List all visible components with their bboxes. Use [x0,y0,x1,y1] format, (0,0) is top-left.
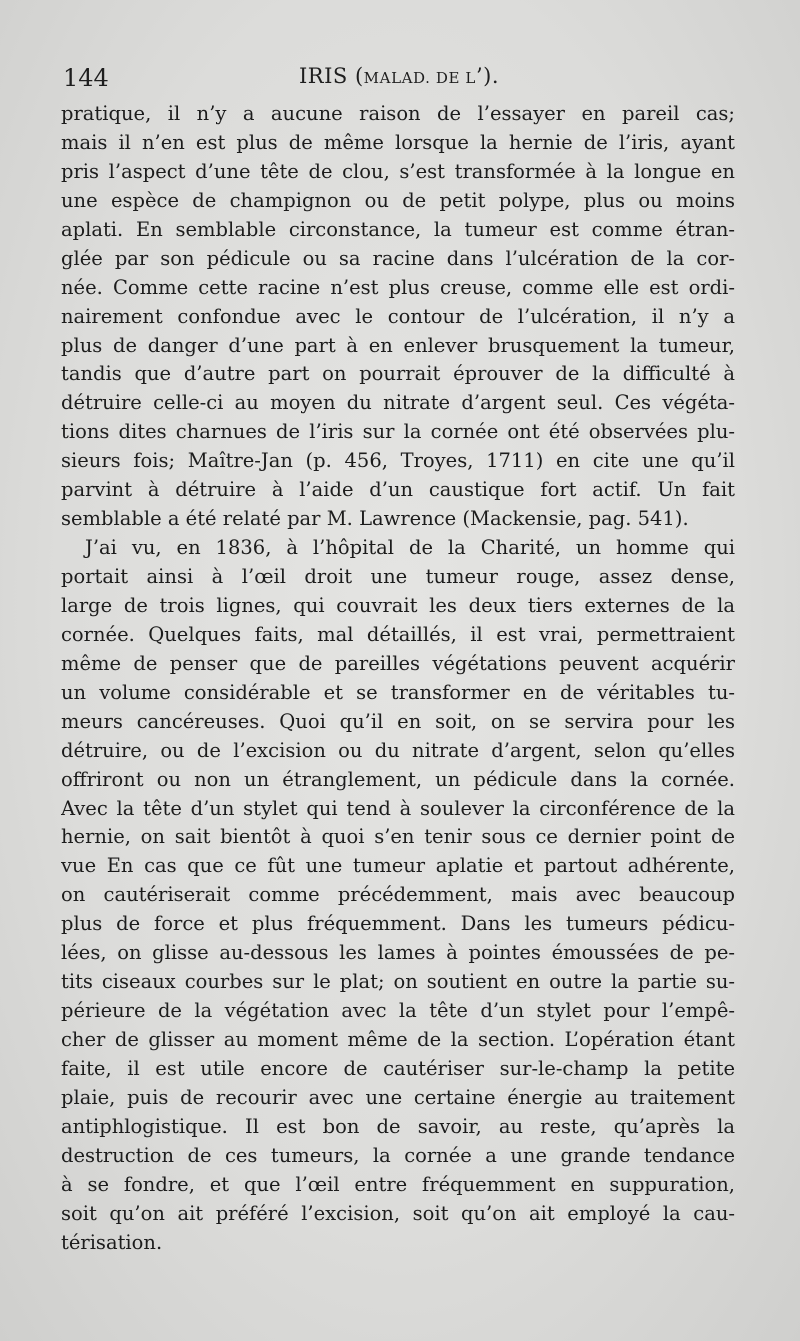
text-line: périeure de la végétation avec la tête d’un stylet pour l’empê- [61,999,735,1023]
text-line: pratique, il n’y a aucune raison de l’essayer en pareil cas; [61,102,735,125]
text-line: lées, on glisse au-dessous les lames à pointes émoussées de pe- [61,941,735,965]
text-line: cornée. Quelques faits, mal détaillés, il est vrai, permettraient [61,622,735,646]
text-line: on cautériserait comme précédemment, mais avec beaucoup [61,883,735,907]
text-line: cher de glisser au moment même de la section. L’opération étant [61,1028,735,1051]
text-line: un volume considérable et se transformer en de véritables tu- [61,680,735,704]
running-head-main: IRIS ( [299,64,364,88]
text-line: large de trois lignes, qui couvrait les deux tiers externes de la [61,593,735,617]
text-line: nairement confondue avec le contour de l’ulcération, il n’y a [61,304,735,328]
text-line: J’ai vu, en 1836, à l’hôpital de la Charité, un homme qui [85,536,735,560]
text-line: tions dites charnues de l’iris sur la cornée ont été observées plu- [61,420,735,444]
text-line: détruire, ou de l’excision ou du nitrate d’argent, selon qu’elles [61,738,735,762]
text-line: portait ainsi à l’œil droit une tumeur rouge, assez dense, [61,565,735,588]
text-line: vue En cas que ce fût une tumeur aplatie et partout adhérente, [61,854,735,878]
text-line: à se fondre, et que l’œil entre fréquemment en suppuration, [61,1172,735,1196]
text-line: née. Comme cette racine n’est plus creuse, comme elle est ordi- [61,275,735,299]
text-line: tandis que d’autre part on pourrait éprouver de la difficulté à [61,362,735,386]
body-text [61,100,735,1258]
text-line: plus de force et plus fréquemment. Dans les tumeurs pédicu- [61,912,735,936]
text-line: semblable a été relaté par M. Lawrence (Mackensie, pag. 541). [61,507,689,531]
text-line: parvint à détruire à l’aide d’un caustique fort actif. Un fait [61,478,735,502]
page-number: 144 [63,64,109,92]
text-line: glée par son pédicule ou sa racine dans l’ulcération de la cor- [61,246,735,270]
text-line: destruction de ces tumeurs, la cornée a une grande tendance [61,1143,735,1167]
text-line: détruire celle-ci au moyen du nitrate d’argent seul. Ces végéta- [61,391,735,415]
running-head-end: ’). [476,64,500,88]
paragraph-1 [61,100,735,534]
text-line: offriront ou non un étranglement, un pédicule dans la cornée. [61,767,735,791]
text-line: pris l’aspect d’une tête de clou, s’est transformée à la longue en [61,159,735,183]
running-head-small: MALAD. DE L [363,69,476,87]
text-line: une espèce de champignon ou de petit polype, plus ou moins [61,188,735,212]
text-line: plaie, puis de recourir avec une certaine énergie au traitement [61,1085,735,1109]
text-line: faite, il est utile encore de cautériser sur-le-champ la petite [61,1056,735,1080]
text-line: plus de danger d’une part à en enlever brusquement la tumeur, [61,333,735,357]
text-line: térisation. [61,1230,163,1254]
text-line: aplati. En semblable circonstance, la tumeur est comme étran- [61,217,735,241]
text-line: hernie, on sait bientôt à quoi s’en tenir sous ce dernier point de [61,825,735,849]
page-header [61,64,735,94]
text-line: mais il n’en est plus de même lorsque la hernie de l’iris, ayant [61,130,735,154]
running-head [299,64,499,88]
text-line: même de penser que de pareilles végétations peuvent acquérir [61,651,735,675]
text-line: meurs cancéreuses. Quoi qu’il en soit, on se servira pour les [61,709,735,733]
paragraph-2 [61,534,735,1257]
text-line: sieurs fois; Maître-Jan (p. 456, Troyes, 1711) en cite une qu’il [61,449,735,473]
text-line: Avec la tête d’un stylet qui tend à soulever la circonférence de la [61,796,735,820]
text-line: soit qu’on ait préféré l’excision, soit qu’on ait employé la cau- [61,1201,735,1225]
text-line: antiphlogistique. Il est bon de savoir, au reste, qu’après la [61,1114,735,1138]
text-line: tits ciseaux courbes sur le plat; on soutient en outre la partie su- [61,970,735,994]
